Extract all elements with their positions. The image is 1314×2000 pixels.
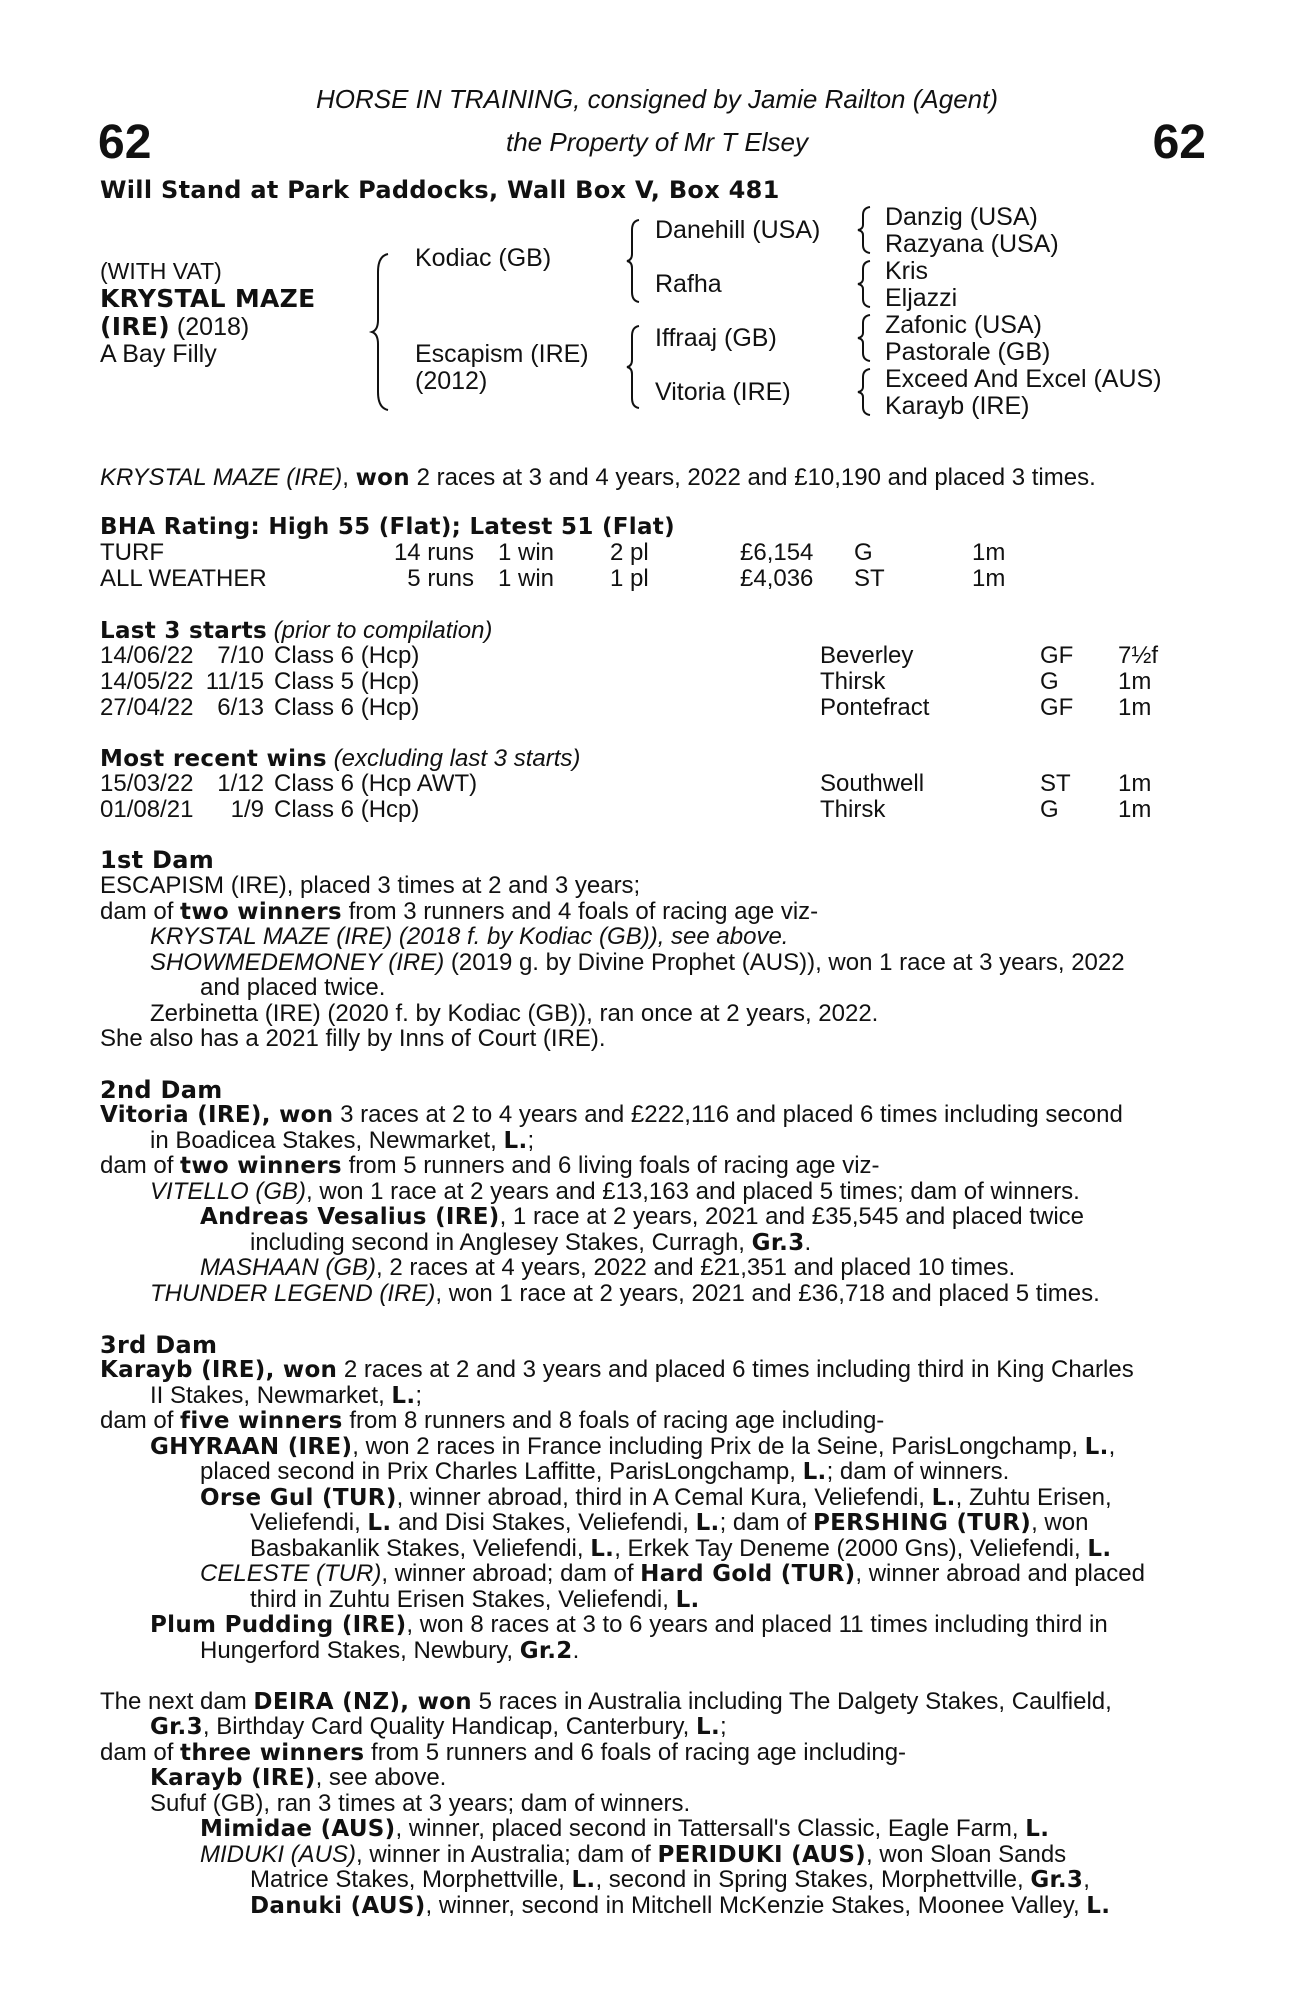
third-dam-title: 3rd Dam: [100, 1331, 218, 1359]
third-dam-line: Plum Pudding (IRE), won 8 races at 3 to 6 years and placed 11 times including third in: [150, 1611, 1108, 1638]
first-dam-line: KRYSTAL MAZE (IRE) (2018 f. by Kodiac (GB)), see above.: [150, 923, 789, 950]
second-dam-line: dam of two winners from 5 runners and 6 living foals of racing age viz-: [100, 1152, 880, 1179]
dam-dam: Vitoria (IRE): [655, 378, 791, 406]
horse-origin-year: (IRE) (2018): [100, 312, 250, 341]
second-dam-line: Vitoria (IRE), won 3 races at 2 to 4 years and £222,116 and placed 6 times including second: [100, 1101, 1123, 1128]
first-dam-line: Zerbinetta (IRE) (2020 f. by Kodiac (GB)), ran once at 2 years, 2022.: [150, 1000, 879, 1027]
rating-row-all-weather: ALL WEATHER 5 runs 1 win 1 pl £4,036 ST 1m: [100, 565, 1006, 592]
lot-number-right: 62: [1152, 116, 1206, 169]
dam-sire: Iffraaj (GB): [655, 324, 777, 352]
ancestor-2: Razyana (USA): [885, 230, 1059, 258]
pedigree-brace-g2: [857, 259, 873, 309]
first-dam-line: She also has a 2021 filly by Inns of Court (IRE).: [100, 1025, 606, 1052]
ancestor-1: Danzig (USA): [885, 203, 1038, 231]
recent-win-row: 01/08/21 1/9 Class 6 (Hcp) Thirsk G 1m: [100, 796, 1152, 823]
first-dam-line: dam of two winners from 3 runners and 4 foals of racing age viz-: [100, 898, 819, 925]
second-dam-line: THUNDER LEGEND (IRE), won 1 race at 2 years, 2021 and £36,718 and placed 5 times.: [150, 1280, 1100, 1307]
recent-wins-table: [100, 771, 1151, 823]
rating-row-turf: TURF 14 runs 1 win 2 pl £6,154 G 1m: [100, 539, 1006, 566]
next-dam-line: Danuki (AUS), winner, second in Mitchell McKenzie Stakes, Moonee Valley, L.: [250, 1892, 1111, 1919]
ancestor-7: Exceed And Excel (AUS): [885, 365, 1162, 393]
next-dam-line: MIDUKI (AUS), winner in Australia; dam of PERIDUKI (AUS), won Sloan Sands: [200, 1841, 1067, 1868]
next-dam-line: dam of three winners from 5 runners and 6 foals of racing age including-: [100, 1739, 907, 1766]
ancestor-8: Karayb (IRE): [885, 392, 1030, 420]
next-dam-line: The next dam DEIRA (NZ), won 5 races in Australia including The Dalgety Stakes, Caulfield,: [100, 1688, 1112, 1715]
pedigree-brace-sire: [626, 218, 642, 304]
horse-description: A Bay Filly: [100, 340, 217, 368]
sire-sire: Danehill (USA): [655, 216, 821, 244]
third-dam-line: CELESTE (TUR), winner abroad; dam of Hard Gold (TUR), winner abroad and placed: [200, 1560, 1145, 1587]
ancestor-4: Eljazzi: [885, 284, 958, 312]
third-dam-line: GHYRAAN (IRE), won 2 races in France including Prix de la Seine, ParisLongchamp, L.,: [150, 1433, 1116, 1460]
horse-name: KRYSTAL MAZE: [100, 284, 316, 313]
third-dam-line: Basbakanlik Stakes, Veliefendi, L., Erkek Tay Deneme (2000 Gns), Veliefendi, L.: [250, 1535, 1112, 1562]
recent-wins-title: Most recent wins (excluding last 3 starts): [100, 745, 581, 772]
last-start-row: 14/06/22 7/10 Class 6 (Hcp) Beverley GF 7½f: [100, 642, 1159, 669]
sire-dam: Rafha: [655, 270, 722, 298]
second-dam-line: VITELLO (GB), won 1 race at 2 years and £13,163 and placed 5 times; dam of winners.: [150, 1178, 1080, 1205]
third-dam-line: Karayb (IRE), won 2 races at 2 and 3 years and placed 6 times including third in King Charles: [100, 1356, 1134, 1383]
last-start-row: 14/05/22 11/15 Class 5 (Hcp) Thirsk G 1m: [100, 668, 1152, 695]
dam: Escapism (IRE): [415, 340, 589, 368]
next-dam-line: Karayb (IRE), see above.: [150, 1764, 447, 1791]
second-dam-line: MASHAAN (GB), 2 races at 4 years, 2022 and £21,351 and placed 10 times.: [200, 1254, 1016, 1281]
race-summary: KRYSTAL MAZE (IRE), won 2 races at 3 and 4 years, 2022 and £10,190 and placed 3 times.: [100, 464, 1096, 491]
third-dam-line: Veliefendi, L. and Disi Stakes, Veliefendi, L.; dam of PERSHING (TUR), won: [250, 1509, 1089, 1536]
lot-number-left: 62: [98, 116, 152, 169]
second-dam-line: including second in Anglesey Stakes, Curragh, Gr.3.: [250, 1229, 812, 1256]
dam-year: (2012): [415, 367, 488, 395]
first-dam-line: ESCAPISM (IRE), placed 3 times at 2 and 3 years;: [100, 872, 641, 899]
last-starts-title: Last 3 starts (prior to compilation): [100, 617, 493, 644]
first-dam-line: SHOWMEDEMONEY (IRE) (2019 g. by Divine Prophet (AUS)), won 1 race at 3 years, 2022: [150, 949, 1125, 976]
last-start-row: 27/04/22 6/13 Class 6 (Hcp) Pontefract GF 1m: [100, 694, 1152, 721]
consignor-line: HORSE IN TRAINING, consigned by Jamie Railton (Agent): [315, 84, 999, 114]
third-dam-line: dam of five winners from 8 runners and 8 foals of racing age including-: [100, 1407, 885, 1434]
next-dam-line: Matrice Stakes, Morphettville, L., second in Spring Stakes, Morphettville, Gr.3,: [250, 1866, 1090, 1893]
second-dam-title: 2nd Dam: [100, 1076, 223, 1104]
rating-table: [100, 540, 1005, 592]
next-dam-line: Mimidae (AUS), winner, placed second in Tattersall's Classic, Eagle Farm, L.: [200, 1815, 1050, 1842]
third-dam-line: Orse Gul (TUR), winner abroad, third in A Cemal Kura, Veliefendi, L., Zuhtu Erisen,: [200, 1484, 1112, 1511]
first-dam-line: and placed twice.: [200, 974, 386, 1001]
third-dam-line: II Stakes, Newmarket, L.;: [150, 1382, 423, 1409]
sire: Kodiac (GB): [415, 244, 552, 272]
second-dam-line: in Boadicea Stakes, Newmarket, L.;: [150, 1127, 535, 1154]
ancestor-5: Zafonic (USA): [885, 311, 1042, 339]
third-dam-line: third in Zuhtu Erisen Stakes, Veliefendi, L.: [250, 1586, 700, 1613]
pedigree-brace-main: [372, 252, 392, 412]
recent-win-row: 15/03/22 1/12 Class 6 (Hcp AWT) Southwell ST 1m: [100, 770, 1152, 797]
next-dam-line: Gr.3, Birthday Card Quality Handicap, Canterbury, L.;: [150, 1713, 727, 1740]
ancestor-6: Pastorale (GB): [885, 338, 1051, 366]
third-dam-line: Hungerford Stakes, Newbury, Gr.2.: [200, 1637, 580, 1664]
bha-rating-title: BHA Rating: High 55 (Flat); Latest 51 (Flat): [100, 514, 675, 540]
vat-note: (WITH VAT): [100, 258, 222, 284]
stand-location: Will Stand at Park Paddocks, Wall Box V, Box 481: [100, 176, 780, 204]
last-starts-table: [100, 643, 1158, 721]
pedigree-brace-g1: [857, 205, 873, 255]
first-dam-title: 1st Dam: [100, 846, 215, 874]
pedigree-brace-g4: [857, 367, 873, 417]
ancestor-3: Kris: [885, 257, 929, 285]
second-dam-line: Andreas Vesalius (IRE), 1 race at 2 years, 2021 and £35,545 and placed twice: [200, 1203, 1084, 1230]
third-dam-line: placed second in Prix Charles Laffitte, ParisLongchamp, L.; dam of winners.: [200, 1458, 1010, 1485]
pedigree-brace-g3: [857, 313, 873, 363]
next-dam-line: Sufuf (GB), ran 3 times at 3 years; dam of winners.: [150, 1790, 691, 1817]
property-line: the Property of Mr T Elsey: [506, 127, 808, 157]
pedigree-brace-dam: [626, 324, 642, 410]
